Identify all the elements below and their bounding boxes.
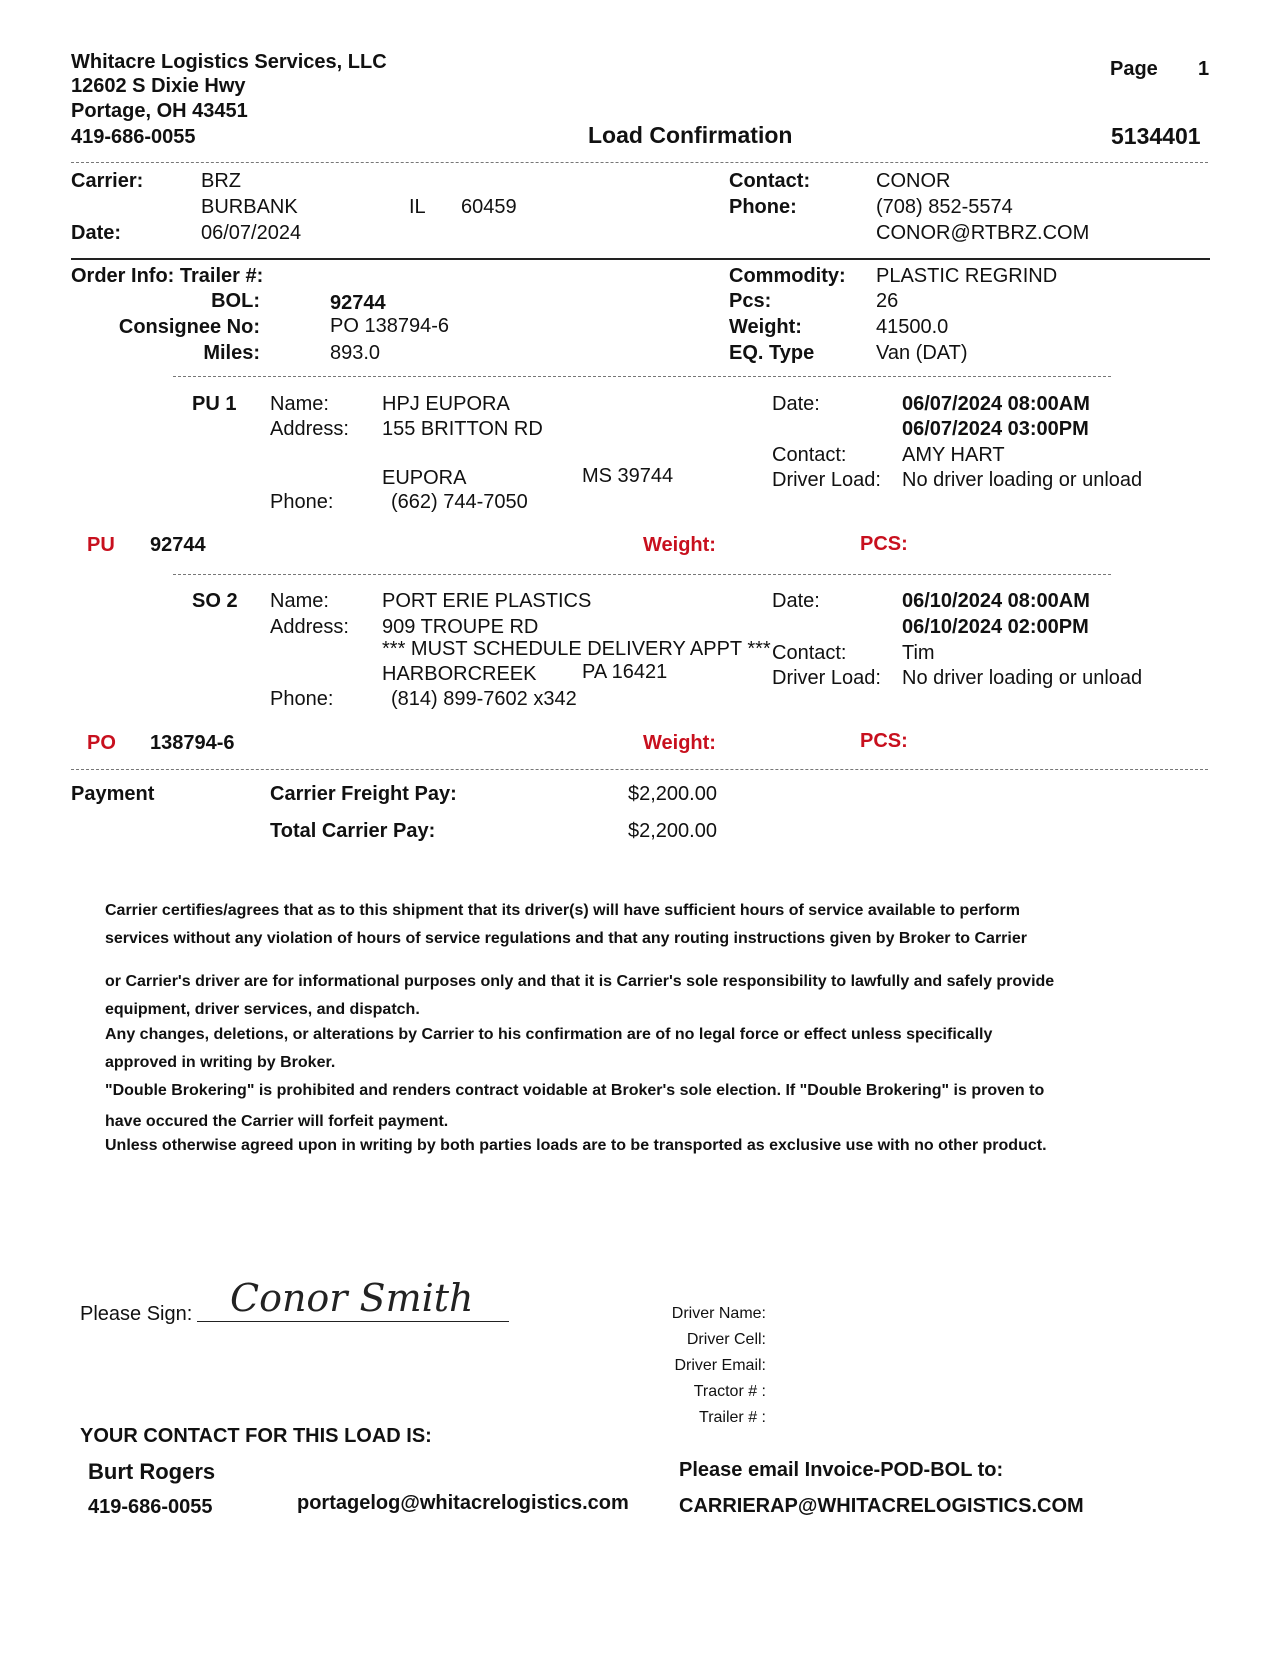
invoice-email[interactable]: CARRIERAP@WHITACRELOGISTICS.COM: [679, 1495, 1084, 1517]
contact-phone: 419-686-0055: [88, 1496, 213, 1518]
weight-label: Weight:: [729, 316, 802, 338]
contact-heading: YOUR CONTACT FOR THIS LOAD IS:: [80, 1425, 432, 1447]
stop-phone-label: Phone:: [270, 491, 334, 513]
stop-contact-label: Contact:: [772, 642, 847, 664]
stop-date-start: 06/10/2024 08:00AM: [902, 590, 1090, 612]
payment-label: Payment: [71, 783, 155, 805]
carrier-label: Carrier:: [71, 170, 144, 192]
date-label: Date:: [71, 222, 122, 244]
stop-pcs-label: PCS:: [860, 730, 908, 752]
carrier-phone: (708) 852-5574: [876, 196, 1013, 218]
pcs-value: 26: [876, 290, 899, 312]
carrier-contact: CONOR: [876, 170, 951, 192]
stop-date-end: 06/10/2024 02:00PM: [902, 616, 1089, 638]
eq-type-value: Van (DAT): [876, 342, 968, 364]
disclaimer-line: equipment, driver services, and dispatch.: [105, 1001, 420, 1018]
carrier-zip: 60459: [461, 196, 517, 218]
weight-value: 41500.0: [876, 316, 949, 338]
disclaimer-line: Any changes, deletions, or alterations by Carrier to his confirmation are of no legal force or effect unless specifically: [105, 1026, 993, 1043]
stop-pcs-label: PCS:: [860, 533, 908, 555]
freight-pay-label: Carrier Freight Pay:: [270, 783, 457, 805]
signature-line[interactable]: [197, 1321, 509, 1322]
stop-address: 155 BRITTON RD: [382, 418, 543, 440]
miles-value: 893.0: [330, 342, 381, 364]
sign-label: Please Sign:: [80, 1303, 193, 1325]
stop-state-zip: PA 16421: [582, 661, 668, 683]
phone-label: Phone:: [729, 196, 797, 218]
stop-name-label: Name:: [270, 590, 329, 612]
consignee-value: PO 138794-6: [330, 315, 449, 337]
stop-name-label: Name:: [270, 393, 329, 415]
stop-code: SO 2: [192, 590, 238, 612]
stop-state-zip: MS 39744: [582, 465, 674, 487]
stop-date-label: Date:: [772, 590, 820, 612]
company-street: 12602 S Dixie Hwy: [71, 75, 246, 97]
stop-city: EUPORA: [382, 467, 467, 489]
stop-phone: (662) 744-7050: [391, 491, 528, 513]
stop-contact-label: Contact:: [772, 444, 847, 466]
consignee-label: Consignee No:: [118, 316, 260, 338]
commodity-label: Commodity:: [729, 265, 846, 287]
freight-pay-value: $2,200.00: [628, 783, 717, 805]
stop-divider: [173, 574, 1111, 575]
miles-label: Miles:: [203, 342, 260, 364]
bol-value: 92744: [330, 292, 386, 314]
contact-label: Contact:: [729, 170, 811, 192]
disclaimer-line: approved in writing by Broker.: [105, 1054, 336, 1071]
eq-type-label: EQ. Type: [729, 342, 815, 364]
company-city: Portage, OH 43451: [71, 100, 248, 122]
carrier-state: IL: [409, 196, 426, 218]
company-name: Whitacre Logistics Services, LLC: [71, 51, 387, 73]
signature: Conor Smith: [230, 1276, 474, 1320]
total-pay-value: $2,200.00: [628, 820, 717, 842]
disclaimer-line: Carrier certifies/agrees that as to this shipment that its driver(s) will have sufficient hours of service available to perform: [105, 902, 1020, 919]
stop-weight-label: Weight:: [643, 732, 716, 754]
disclaimer-line: have occured the Carrier will forfeit payment.: [105, 1113, 449, 1130]
disclaimer-line: "Double Brokering" is prohibited and renders contract voidable at Broker's sole election. If "Double Brokering" is proven to: [105, 1082, 1045, 1099]
contact-email[interactable]: portagelog@whitacrelogistics.com: [297, 1492, 629, 1514]
company-phone: 419-686-0055: [71, 126, 196, 148]
ref-type: PO: [87, 732, 116, 754]
total-pay-label: Total Carrier Pay:: [270, 820, 436, 842]
page-label: Page: [1110, 58, 1158, 80]
stop-address-label: Address:: [270, 418, 349, 440]
order-info-label: Order Info: Trailer #:: [71, 265, 264, 287]
driver-email-label: Driver Email:: [674, 1357, 766, 1374]
stop-date-label: Date:: [772, 393, 820, 415]
ref-type: PU: [87, 534, 115, 556]
trailer-label: Trailer # :: [699, 1409, 766, 1426]
order-divider: [173, 376, 1111, 377]
bol-label: BOL:: [211, 290, 260, 312]
stop-date-start: 06/07/2024 08:00AM: [902, 393, 1090, 415]
carrier-date: 06/07/2024: [201, 222, 302, 244]
stop-note: *** MUST SCHEDULE DELIVERY APPT ***: [382, 638, 771, 660]
stop-date-end: 06/07/2024 03:00PM: [902, 418, 1089, 440]
stop-code: PU 1: [192, 393, 237, 415]
invoice-label: Please email Invoice-POD-BOL to:: [679, 1459, 1004, 1481]
stop-weight-label: Weight:: [643, 534, 716, 556]
stop-address: 909 TROUPE RD: [382, 616, 539, 638]
driver-cell-label: Driver Cell:: [686, 1331, 766, 1348]
stop-contact: Tim: [902, 642, 935, 664]
stop-driver-load: No driver loading or unload: [902, 667, 1143, 689]
stop-name: HPJ EUPORA: [382, 393, 510, 415]
pcs-label: Pcs:: [729, 290, 772, 312]
commodity-value: PLASTIC REGRIND: [876, 265, 1058, 287]
payment-divider: [71, 769, 1208, 770]
carrier-email: CONOR@RTBRZ.COM: [876, 222, 1090, 244]
document-title: Load Confirmation: [588, 122, 793, 148]
load-number: 5134401: [1111, 123, 1201, 149]
ref-number: 138794-6: [150, 732, 235, 754]
ref-number: 92744: [150, 534, 206, 556]
stop-address-label: Address:: [270, 616, 349, 638]
carrier-code: BRZ: [201, 170, 241, 192]
contact-name: Burt Rogers: [88, 1459, 216, 1484]
stop-contact: AMY HART: [902, 444, 1005, 466]
page-number: 1: [1198, 58, 1210, 80]
disclaimer-line: services without any violation of hours of service regulations and that any routing instructions given by Broker to Carrier: [105, 930, 1027, 947]
tractor-label: Tractor # :: [693, 1383, 766, 1400]
stop-driver-load-label: Driver Load:: [772, 469, 881, 491]
stop-driver-load: No driver loading or unload: [902, 469, 1143, 491]
disclaimer-line: or Carrier's driver are for informational purposes only and that it is Carrier's sole responsibility to lawfully and safely provide: [105, 973, 1055, 990]
driver-name-label: Driver Name:: [671, 1305, 766, 1322]
carrier-divider: [71, 258, 1210, 260]
stop-city: HARBORCREEK: [382, 663, 537, 685]
stop-phone-label: Phone:: [270, 688, 334, 710]
stop-phone: (814) 899-7602 x342: [391, 688, 577, 710]
stop-name: PORT ERIE PLASTICS: [382, 590, 592, 612]
carrier-city: BURBANK: [201, 196, 298, 218]
disclaimer-line: Unless otherwise agreed upon in writing by both parties loads are to be transported as exclusive use with no other product.: [105, 1137, 1047, 1154]
header-divider: [71, 162, 1208, 163]
stop-driver-load-label: Driver Load:: [772, 667, 881, 689]
